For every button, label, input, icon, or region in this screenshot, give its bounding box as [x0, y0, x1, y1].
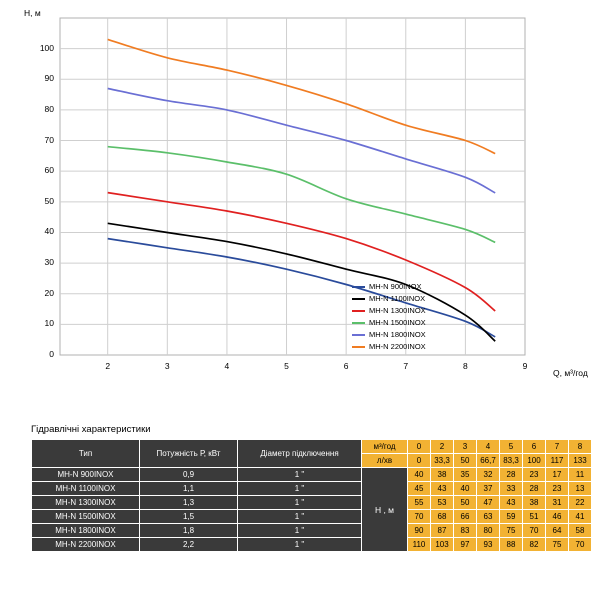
header-flow-m3h-1: 2 [431, 440, 454, 454]
cell-head-7: 70 [569, 538, 592, 552]
cell-head-0: 70 [408, 510, 431, 524]
cell-power: 1,3 [140, 496, 238, 510]
cell-head-2: 83 [454, 524, 477, 538]
x-tick-label: 8 [463, 361, 468, 371]
legend-color-swatch [352, 298, 365, 300]
header-unit-lmin: л/хв [362, 454, 408, 468]
cell-power: 1,1 [140, 482, 238, 496]
y-tick-label: 40 [44, 226, 54, 237]
cell-head-5: 28 [523, 482, 546, 496]
header-flow-lmin-2: 50 [454, 454, 477, 468]
legend-label: MH-N 900INOX [369, 282, 422, 291]
legend-item [352, 305, 462, 316]
cell-head-1: 87 [431, 524, 454, 538]
header-flow-m3h-5: 6 [523, 440, 546, 454]
cell-head-7: 41 [569, 510, 592, 524]
cell-diameter: 1 " [238, 496, 362, 510]
cell-head-2: 66 [454, 510, 477, 524]
cell-power: 0,9 [140, 468, 238, 482]
header-unit-m3h: м³/год [362, 440, 408, 454]
table-row [32, 538, 592, 552]
table-row [32, 468, 592, 482]
legend-color-swatch [352, 346, 365, 348]
cell-type: MH-N 900INOX [32, 468, 140, 482]
cell-head-4: 75 [500, 524, 523, 538]
cell-head-0: 45 [408, 482, 431, 496]
cell-head-6: 23 [546, 482, 569, 496]
cell-head-6: 75 [546, 538, 569, 552]
cell-head-4: 88 [500, 538, 523, 552]
y-tick-label: 0 [49, 349, 54, 359]
cell-power: 1,8 [140, 524, 238, 538]
x-tick-label: 3 [164, 361, 170, 371]
cell-head-0: 40 [408, 468, 431, 482]
table-row [32, 524, 592, 538]
legend-item [352, 317, 462, 328]
cell-power: 1,5 [140, 510, 238, 524]
header-power: Потужність Р, кВт [140, 440, 238, 468]
header-flow-lmin-3: 66,7 [477, 454, 500, 468]
legend-label: MH-N 1100INOX [369, 294, 426, 303]
cell-head-5: 38 [523, 496, 546, 510]
y-tick-label: 90 [44, 73, 54, 84]
cell-head-7: 22 [569, 496, 592, 510]
header-flow-lmin-5: 100 [523, 454, 546, 468]
cell-head-3: 93 [477, 538, 500, 552]
cell-head-3: 47 [477, 496, 500, 510]
legend-color-swatch [352, 322, 365, 324]
cell-head-5: 23 [523, 468, 546, 482]
table-row [32, 510, 592, 524]
cell-head-5: 51 [523, 510, 546, 524]
cell-head-5: 70 [523, 524, 546, 538]
cell-head-6: 31 [546, 496, 569, 510]
cell-head-1: 43 [431, 482, 454, 496]
header-flow-m3h-3: 4 [477, 440, 500, 454]
y-tick-label: 50 [44, 195, 54, 206]
cell-head-7: 58 [569, 524, 592, 538]
cell-head-6: 17 [546, 468, 569, 482]
legend-label: MH-N 2200INOX [369, 342, 426, 351]
cell-head-0: 55 [408, 496, 431, 510]
x-tick-label: 2 [105, 361, 111, 371]
chart-legend [352, 281, 462, 353]
x-tick-label: 7 [403, 361, 409, 371]
cell-head-5: 82 [523, 538, 546, 552]
cell-head-4: 28 [500, 468, 523, 482]
cell-diameter: 1 " [238, 510, 362, 524]
legend-label: MH-N 1500INOX [369, 318, 426, 327]
cell-type: MH-N 1500INOX [32, 510, 140, 524]
y-tick-label: 70 [44, 134, 54, 145]
cell-power: 2,2 [140, 538, 238, 552]
header-flow-m3h-0: 0 [408, 440, 431, 454]
cell-head-3: 32 [477, 468, 500, 482]
header-flow-lmin-7: 133 [569, 454, 592, 468]
x-tick-label: 9 [522, 361, 528, 371]
y-tick-label: 20 [44, 287, 54, 298]
cell-head-1: 103 [431, 538, 454, 552]
table-row [32, 496, 592, 510]
cell-type: MH-N 1100INOX [32, 482, 140, 496]
header-flow-m3h-4: 5 [500, 440, 523, 454]
cell-diameter: 1 " [238, 482, 362, 496]
cell-head-6: 64 [546, 524, 569, 538]
header-type: Тип [32, 440, 140, 468]
cell-head-2: 35 [454, 468, 477, 482]
cell-head-1: 38 [431, 468, 454, 482]
legend-item [352, 293, 462, 304]
cell-diameter: 1 " [238, 538, 362, 552]
header-flow-m3h-2: 3 [454, 440, 477, 454]
header-h-m: H , м [362, 468, 408, 552]
cell-head-2: 40 [454, 482, 477, 496]
cell-head-7: 13 [569, 482, 592, 496]
cell-head-3: 80 [477, 524, 500, 538]
table-row [32, 482, 592, 496]
y-tick-label: 10 [44, 318, 54, 329]
cell-head-3: 63 [477, 510, 500, 524]
y-tick-label: 60 [44, 165, 54, 176]
x-tick-label: 5 [284, 361, 289, 371]
cell-type: MH-N 1800INOX [32, 524, 140, 538]
y-tick-label: 80 [44, 103, 54, 114]
cell-type: MH-N 2200INOX [32, 538, 140, 552]
cell-diameter: 1 " [238, 468, 362, 482]
cell-head-0: 110 [408, 538, 431, 552]
header-flow-lmin-6: 117 [546, 454, 569, 468]
cell-head-2: 97 [454, 538, 477, 552]
table-header-row [32, 440, 592, 454]
cell-head-6: 46 [546, 510, 569, 524]
hydraulic-characteristics-section [31, 424, 587, 552]
header-flow-lmin-0: 0 [408, 454, 431, 468]
legend-item [352, 341, 462, 352]
cell-type: MH-N 1300INOX [32, 496, 140, 510]
x-axis-title: Q, м³/год [553, 368, 588, 378]
cell-head-0: 90 [408, 524, 431, 538]
legend-label: MH-N 1300INOX [369, 306, 426, 315]
legend-item [352, 281, 462, 292]
header-flow-m3h-7: 8 [569, 440, 592, 454]
y-tick-label: 30 [44, 257, 54, 268]
cell-head-1: 53 [431, 496, 454, 510]
header-diameter: Діаметр підключення [238, 440, 362, 468]
legend-color-swatch [352, 310, 365, 312]
legend-item [352, 329, 462, 340]
header-flow-m3h-6: 7 [546, 440, 569, 454]
x-tick-label: 6 [343, 361, 349, 371]
y-tick-label: 100 [39, 42, 54, 53]
cell-head-1: 68 [431, 510, 454, 524]
x-tick-label: 4 [224, 361, 230, 371]
cell-diameter: 1 " [238, 524, 362, 538]
cell-head-4: 59 [500, 510, 523, 524]
header-flow-lmin-1: 33,3 [431, 454, 454, 468]
cell-head-7: 11 [569, 468, 592, 482]
table-caption: Гідравлічні характеристики [31, 424, 151, 435]
hydraulic-characteristics-table [31, 439, 592, 552]
header-flow-lmin-4: 83,3 [500, 454, 523, 468]
cell-head-2: 50 [454, 496, 477, 510]
legend-color-swatch [352, 334, 365, 336]
y-axis-title: H, м [24, 8, 41, 18]
legend-color-swatch [352, 286, 365, 288]
cell-head-3: 37 [477, 482, 500, 496]
legend-label: MH-N 1800INOX [369, 330, 426, 339]
cell-head-4: 43 [500, 496, 523, 510]
cell-head-4: 33 [500, 482, 523, 496]
